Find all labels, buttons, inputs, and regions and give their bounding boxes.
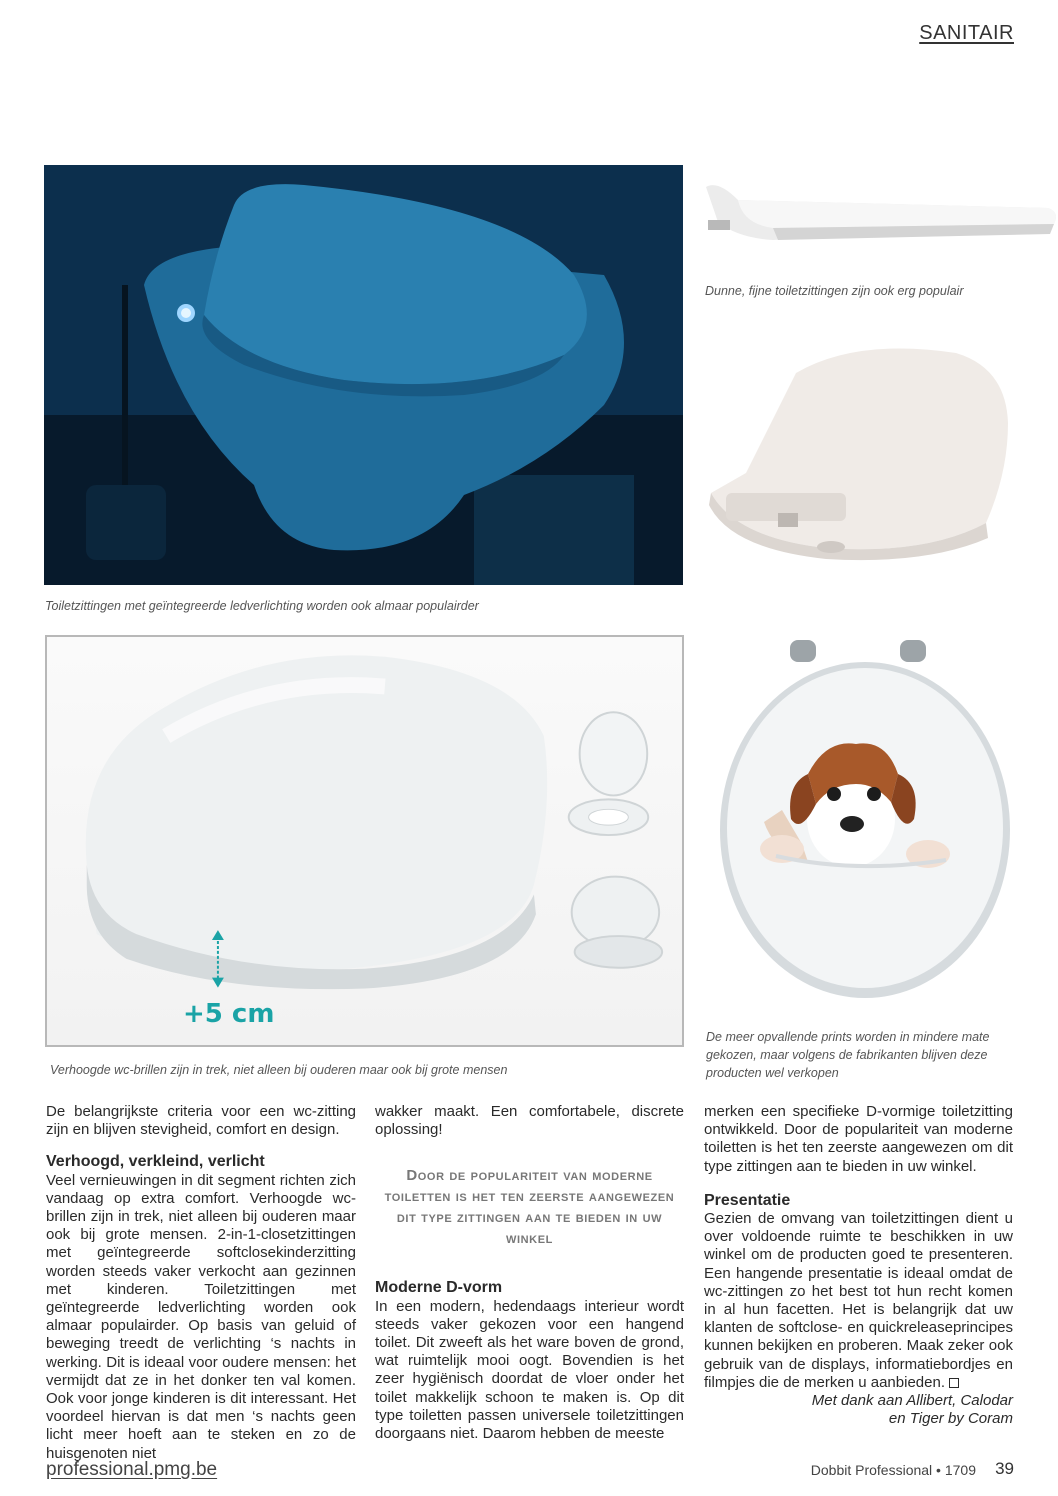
led-photo-caption: Toiletzittingen met geïntegreerde ledverlichting worden ook almaar populairder xyxy=(45,599,479,613)
raised-seat-photo xyxy=(45,635,684,1047)
footer-magazine-issue: Dobbit Professional • 1709 xyxy=(810,1462,976,1478)
thanks-line-2: en Tiger by Coram xyxy=(888,1410,1013,1428)
section-text-2: In een modern, hedendaags interieur wordt steeds vaker gekozen voor een hangend toilet. Dit zweeft als het ware boven de grond, wat ruimtelijk mooi oogt. Bovendien is het zeer hygiënisch doordat de vloer onder het toilet makkelijk schoon te maken is. Op dit type toiletten passen universele toiletzittingen doorgaans niet. Daarom hebben de meeste xyxy=(375,1297,684,1443)
section-text-3-body: Gezien de omvang van toiletzittingen dient u over voldoende ruimte te beschikken in uw winkel om de producten goed te presenteren. Een hangende presentatie is ideaal omdat de wc-zittingen zo het best tot hun recht komen in al hun facetten. Het is belangrijk dat uw klanten de softclose- en quickreleaseprincipes kunnen bekijken en proberen. Maak zeker ook gebruik van de displays, informatiebordjes en filmpjes die de merken u aanbieden. xyxy=(704,1210,1013,1391)
thin-photo-caption: Dunne, fijne toiletzittingen zijn ook erg populair xyxy=(705,284,964,298)
led-toilet-photo xyxy=(44,165,683,585)
page-number: 39 xyxy=(995,1459,1014,1478)
section-tag: SANITAIR xyxy=(919,22,1014,44)
raised-photo-caption: Verhoogde wc-brillen zijn in trek, niet alleen bij ouderen maar ook bij grote mensen xyxy=(50,1063,508,1077)
section-text-1: Veel vernieuwingen in dit segment richten zich vandaag op extra comfort. Verhoogde wc-brillen zijn in trek, niet alleen bij ouderen maar ook bij grote mensen. 2-in-1-closetzittingen met geïntegreerde softclosekinderzitting worden steeds vaker verkocht aan gezinnen met kinderen. Toiletzittingen met geïntegreerde ledverlichting worden ook almaar populairder. Op basis van geluid of beweging treedt de verlichting ‘s nachts in werking. Dit is ideaal voor oudere mensen: het vermijdt dat ze in het donker ten val komen. Ook voor jonge kinderen is dit interessant. Het voordeel hiervan is dat men ‘s nachts geen licht meer hoeft aan te steken en zo de huisgenoten niet xyxy=(46,1171,356,1462)
section-heading-2: Moderne D-vorm xyxy=(375,1279,503,1297)
d-shaped-seat-photo xyxy=(706,343,1012,563)
pull-quote: Door de populariteit van moderne toiletten is het ten zeerste aangewezen dit type zittingen aan te bieden in uw winkel xyxy=(384,1167,675,1248)
article-intro: De belangrijkste criteria voor een wc-zitting zijn en blijven stevigheid, comfort en design. xyxy=(46,1103,356,1139)
end-of-article-icon xyxy=(949,1378,959,1388)
thanks-line-1: Met dank aan Allibert, Calodar xyxy=(811,1392,1013,1410)
article-column-3 xyxy=(704,1103,1013,1428)
footer-website-link[interactable]: professional.pmg.be xyxy=(46,1459,218,1480)
section-text-2-continued: merken een specifieke D-vormige toiletzitting ontwikkeld. Door de populariteit van moderne toiletten is het ten zeerste aangewezen om dit type zittingen aan te bieden in uw winkel. xyxy=(704,1103,1013,1175)
puppy-print-seat-photo xyxy=(716,634,1014,1000)
section-heading-3: Presentatie xyxy=(704,1191,791,1209)
section-heading-1: Verhoogd, verkleind, verlicht xyxy=(46,1153,265,1171)
article-column-2 xyxy=(375,1103,684,1443)
puppy-photo-caption: De meer opvallende prints worden in mindere mate gekozen, maar volgens de fabrikanten blijven deze producten wel verkopen xyxy=(706,1030,990,1081)
article-column-1 xyxy=(46,1103,356,1463)
section-text-1-continued: wakker maakt. Een comfortabele, discrete oplossing! xyxy=(375,1103,684,1139)
section-text-3 xyxy=(704,1210,1013,1392)
thin-seat-photo xyxy=(698,172,1058,247)
raised-height-label: +5 cm xyxy=(183,999,275,1029)
